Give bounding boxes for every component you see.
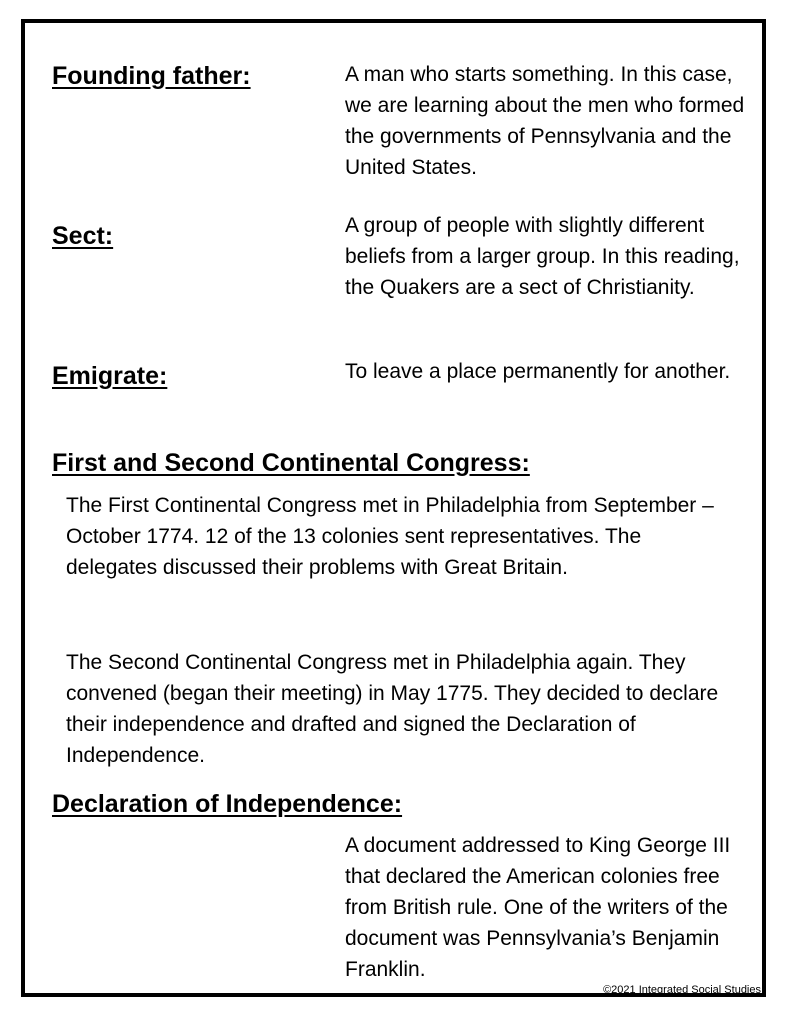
term-founding-father: Founding father: (52, 62, 251, 90)
copyright-notice: ©2021 Integrated Social Studies (603, 984, 761, 996)
term-sect: Sect: (52, 222, 114, 250)
paragraph-second-congress: The Second Continental Congress met in Philadelphia again. They convened (began their meeting) in May 1775. They decided to declare their independence and drafted and signed the Declaration of Independence. (66, 651, 719, 767)
paragraph-first-congress: The First Continental Congress met in Philadelphia from September – October 1774. 12 of the 13 colonies sent representatives. The delegates discussed their problems with Great Britain. (66, 494, 714, 579)
heading-continental-congress: First and Second Continental Congress: (52, 449, 530, 477)
definition-sect: A group of people with slightly different beliefs from a larger group. In this reading, the Quakers are a sect of Christianity. (345, 214, 740, 299)
definition-emigrate: To leave a place permanently for another. (345, 360, 731, 383)
heading-declaration: Declaration of Independence: (52, 790, 403, 818)
definition-declaration: A document addressed to King George III that declared the American colonies free from British rule. One of the writers of the document was Pennsylvania’s Benjamin Franklin. (345, 834, 731, 981)
definition-founding-father: A man who starts something. In this case, we are learning about the men who formed the governments of Pennsylvania and the United States. (345, 63, 745, 179)
term-emigrate: Emigrate: (52, 362, 168, 390)
